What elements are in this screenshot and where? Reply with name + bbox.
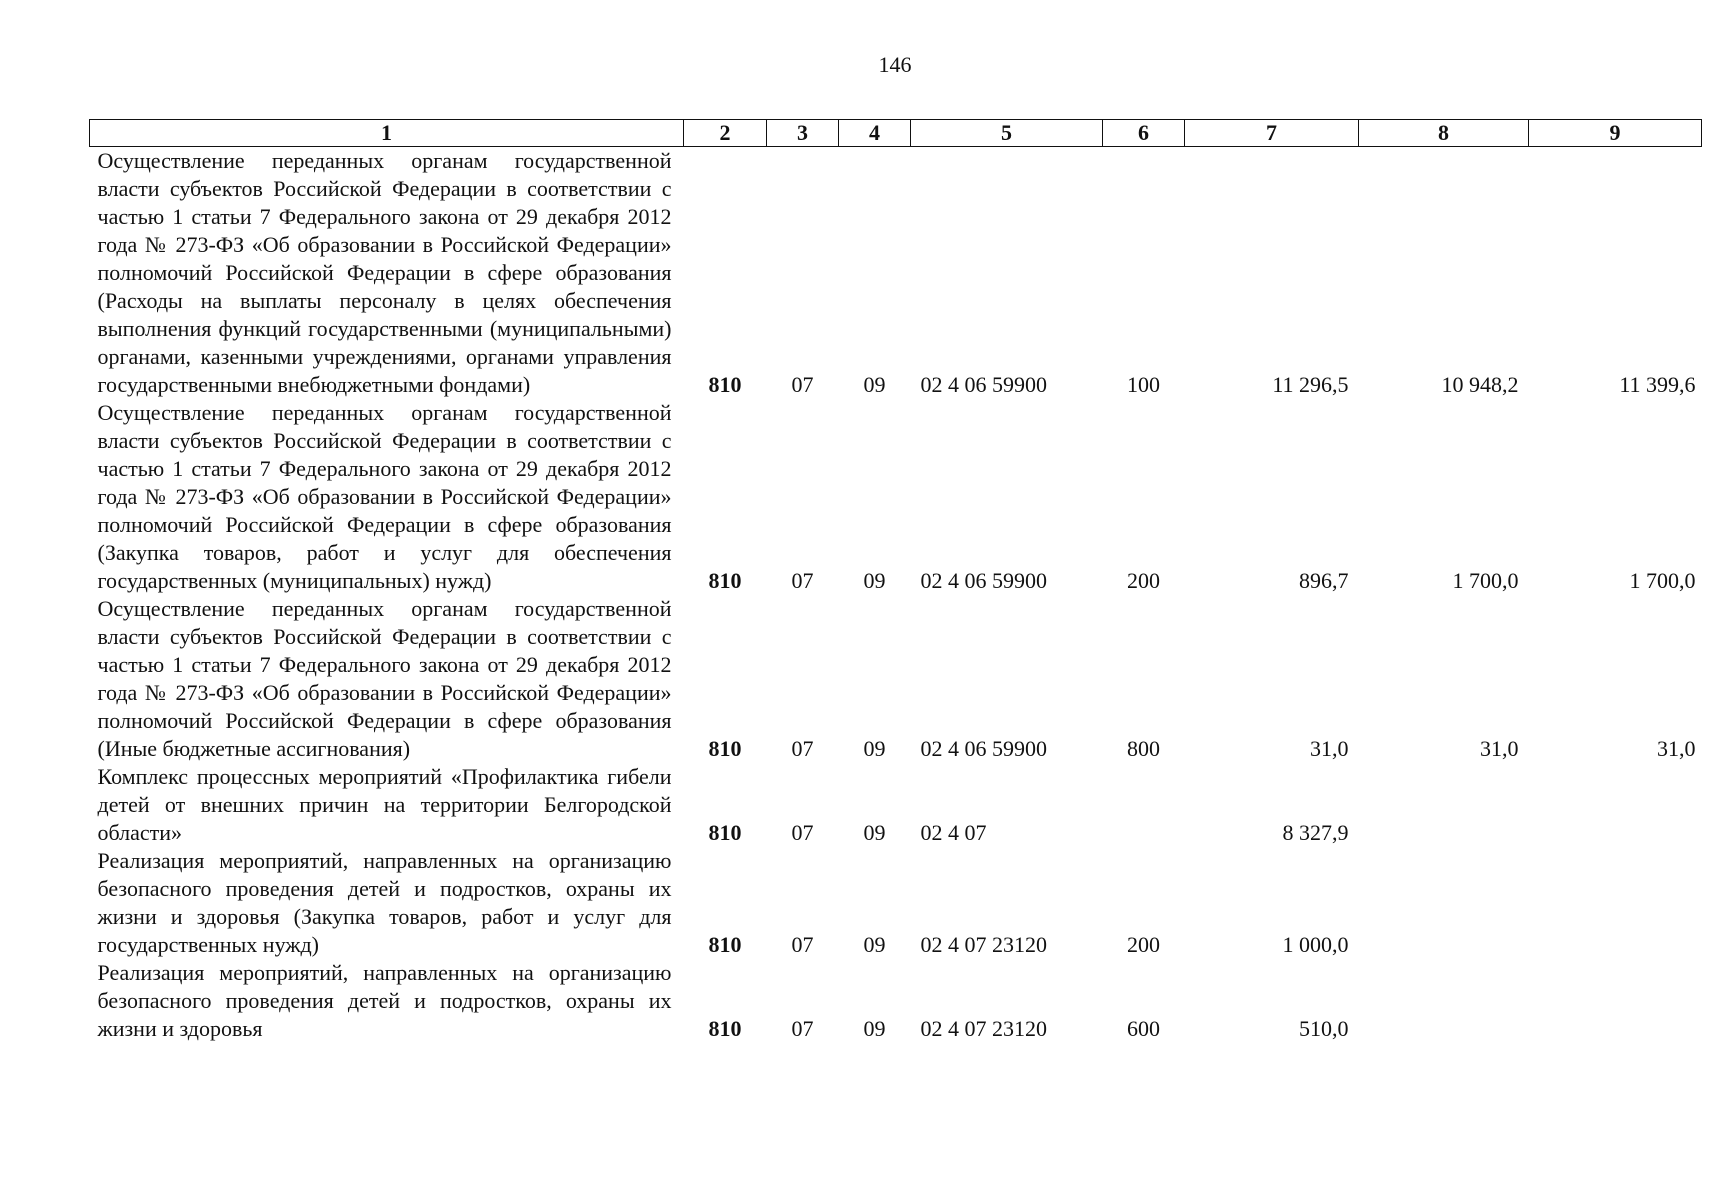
row-description: Реализация мероприятий, направленных на организацию безопасного проведения детей и подростков, охраны их жизни и здоровья (Закупка товаров, работ и услуг для государственных нужд) <box>97 848 672 957</box>
table-row <box>90 959 1702 1043</box>
cell-section: 07 <box>791 736 814 761</box>
cell-subsection: 09 <box>863 932 886 957</box>
budget-table <box>89 119 1702 1043</box>
cell-subsection: 09 <box>863 820 886 845</box>
table-row <box>90 763 1702 847</box>
cell-subsection: 09 <box>863 736 886 761</box>
cell-subsection: 09 <box>863 568 886 593</box>
cell-section: 07 <box>791 1016 814 1041</box>
cell-amount-col8 <box>1359 763 1529 847</box>
table-row <box>90 147 1702 400</box>
cell-amount-col9: 1 700,0 <box>1629 568 1696 593</box>
header-col-4: 4 <box>839 120 911 147</box>
cell-expense-type: 200 <box>1127 568 1160 593</box>
cell-amount-col8 <box>1359 847 1529 959</box>
cell-amount-col8: 10 948,2 <box>1441 372 1519 397</box>
cell-target-article: 02 4 07 23120 <box>920 1016 1047 1041</box>
cell-expense-type: 100 <box>1127 372 1160 397</box>
cell-amount-col9 <box>1529 847 1702 959</box>
cell-ministry-code: 810 <box>708 568 742 593</box>
cell-ministry-code: 810 <box>708 372 742 397</box>
cell-amount-col9 <box>1529 763 1702 847</box>
header-col-9: 9 <box>1529 120 1702 147</box>
cell-expense-type: 600 <box>1127 1016 1160 1041</box>
header-col-2: 2 <box>684 120 767 147</box>
cell-amount-col7: 510,0 <box>1299 1016 1349 1041</box>
header-col-8: 8 <box>1359 120 1529 147</box>
cell-amount-col7: 8 327,9 <box>1282 820 1349 845</box>
header-row <box>90 120 1702 147</box>
table-row <box>90 595 1702 763</box>
cell-ministry-code: 810 <box>708 1016 742 1041</box>
header-col-5: 5 <box>911 120 1103 147</box>
cell-subsection: 09 <box>863 372 886 397</box>
cell-section: 07 <box>791 932 814 957</box>
cell-ministry-code: 810 <box>708 736 742 761</box>
cell-amount-col9 <box>1529 959 1702 1043</box>
cell-ministry-code: 810 <box>708 820 742 845</box>
cell-target-article: 02 4 07 23120 <box>920 932 1047 957</box>
cell-amount-col9: 11 399,6 <box>1619 372 1696 397</box>
cell-section: 07 <box>791 372 814 397</box>
cell-target-article: 02 4 06 59900 <box>920 736 1047 761</box>
header-col-6: 6 <box>1103 120 1185 147</box>
row-description: Осуществление переданных органам государственной власти субъектов Российской Федерации в соответствии с частью 1 статьи 7 Федерального закона от 29 декабря 2012 года № 273-ФЗ «Об образовании в Российской Федерации» полномочий Российской Федерации в сфере образования (Расходы на выплаты персоналу в целях обеспечения выполнения функций государственными (муниципальными) органами, казенными учреждениями, органами управления государственными внебюджетными фондами) <box>97 148 672 397</box>
header-col-7: 7 <box>1185 120 1359 147</box>
cell-subsection: 09 <box>863 1016 886 1041</box>
cell-amount-col9: 31,0 <box>1657 736 1696 761</box>
row-description: Реализация мероприятий, направленных на организацию безопасного проведения детей и подростков, охраны их жизни и здоровья <box>97 960 672 1041</box>
table-row <box>90 399 1702 595</box>
cell-target-article: 02 4 07 <box>920 820 987 845</box>
header-col-3: 3 <box>767 120 839 147</box>
row-description: Осуществление переданных органам государственной власти субъектов Российской Федерации в соответствии с частью 1 статьи 7 Федерального закона от 29 декабря 2012 года № 273-ФЗ «Об образовании в Российской Федерации» полномочий Российской Федерации в сфере образования (Иные бюджетные ассигнования) <box>97 596 672 761</box>
cell-expense-type: 800 <box>1127 736 1160 761</box>
cell-section: 07 <box>791 820 814 845</box>
page-number: 146 <box>878 52 912 77</box>
cell-section: 07 <box>791 568 814 593</box>
cell-target-article: 02 4 06 59900 <box>920 568 1047 593</box>
table-row <box>90 847 1702 959</box>
cell-target-article: 02 4 06 59900 <box>920 372 1047 397</box>
row-description: Комплекс процессных мероприятий «Профилактика гибели детей от внешних причин на территории Белгородской области» <box>97 764 672 845</box>
cell-expense-type: 200 <box>1127 932 1160 957</box>
header-col-1: 1 <box>90 120 684 147</box>
cell-amount-col7: 896,7 <box>1299 568 1349 593</box>
cell-amount-col8: 1 700,0 <box>1452 568 1519 593</box>
cell-amount-col8: 31,0 <box>1480 736 1519 761</box>
cell-amount-col7: 31,0 <box>1310 736 1349 761</box>
cell-amount-col7: 1 000,0 <box>1282 932 1349 957</box>
cell-ministry-code: 810 <box>708 932 742 957</box>
row-description: Осуществление переданных органам государственной власти субъектов Российской Федерации в соответствии с частью 1 статьи 7 Федерального закона от 29 декабря 2012 года № 273-ФЗ «Об образовании в Российской Федерации» полномочий Российской Федерации в сфере образования (Закупка товаров, работ и услуг для обеспечения государственных (муниципальных) нужд) <box>97 400 672 593</box>
cell-expense-type <box>1103 763 1185 847</box>
cell-amount-col8 <box>1359 959 1529 1043</box>
cell-amount-col7: 11 296,5 <box>1272 372 1349 397</box>
